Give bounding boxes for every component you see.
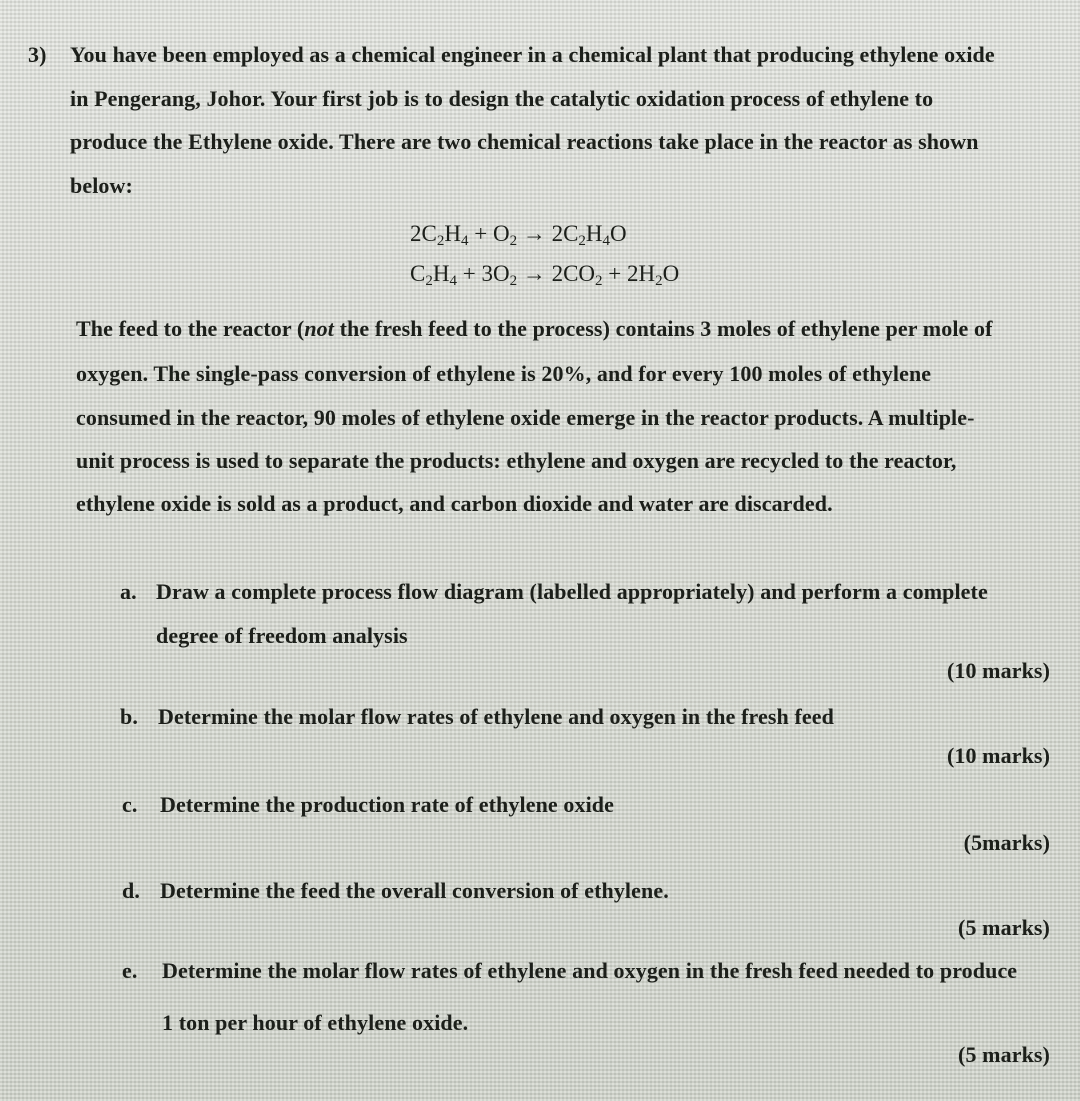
feed-line-1 xyxy=(76,318,993,340)
part-e-label: e. xyxy=(122,958,138,983)
question-number: 3) xyxy=(28,42,47,67)
part-e-line-2: 1 ton per hour of ethylene oxide. xyxy=(162,1010,469,1035)
part-a-line-2: degree of freedom analysis xyxy=(156,623,408,648)
feed-line-4: unit process is used to separate the products: ethylene and oxygen are recycled to the reactor, xyxy=(76,448,957,473)
part-d-line-1: Determine the feed the overall conversion of ethylene. xyxy=(160,878,669,903)
part-a-marks: (10 marks) xyxy=(946,658,1050,683)
part-c-label: c. xyxy=(122,792,138,817)
part-c-marks: (5marks) xyxy=(963,830,1050,855)
feed-line-5: ethylene oxide is sold as a product, and carbon dioxide and water are discarded. xyxy=(76,491,833,516)
feed-line-3: consumed in the reactor, 90 moles of ethylene oxide emerge in the reactor products. A multiple- xyxy=(76,405,975,430)
part-a-label: a. xyxy=(120,579,137,604)
intro-line-4: below: xyxy=(70,173,133,198)
reaction-2: $C_2H_4 + 3O_2 \to 2CO_2 + 2H_2O$ xyxy=(410,261,680,289)
intro-line-2: in Pengerang, Johor. Your first job is to design the catalytic oxidation process of ethylene to xyxy=(70,86,934,111)
feed-line-1-pre: The feed to the reactor ( xyxy=(76,316,305,341)
part-a-line-1: Draw a complete process flow diagram (labelled appropriately) and perform a complete xyxy=(156,579,988,604)
part-b-marks: (10 marks) xyxy=(946,743,1050,768)
intro-line-3: produce the Ethylene oxide. There are two chemical reactions take place in the reactor as shown xyxy=(70,129,979,154)
reaction-1: $2C_2H_4 + O_2 \to 2C_2H_4O$ xyxy=(410,221,627,249)
part-e-line-1: Determine the molar flow rates of ethylene and oxygen in the fresh feed needed to produce xyxy=(162,958,1018,983)
part-b-label: b. xyxy=(120,704,138,729)
part-e-marks: (5 marks) xyxy=(958,1042,1050,1067)
part-c-line-1: Determine the production rate of ethylene oxide xyxy=(160,792,614,817)
feed-line-1-italic: not xyxy=(304,316,334,341)
feed-line-1-post: the fresh feed to the process) contains 3 moles of ethylene per mole of xyxy=(334,316,993,341)
feed-line-2: oxygen. The single-pass conversion of ethylene is 20%, and for every 100 moles of ethylene xyxy=(76,361,932,386)
part-d-label: d. xyxy=(122,878,140,903)
intro-line-1: You have been employed as a chemical engineer in a chemical plant that producing ethylene oxide xyxy=(70,42,995,67)
part-b-line-1: Determine the molar flow rates of ethylene and oxygen in the fresh feed xyxy=(158,704,834,729)
part-d-marks: (5 marks) xyxy=(958,915,1050,940)
